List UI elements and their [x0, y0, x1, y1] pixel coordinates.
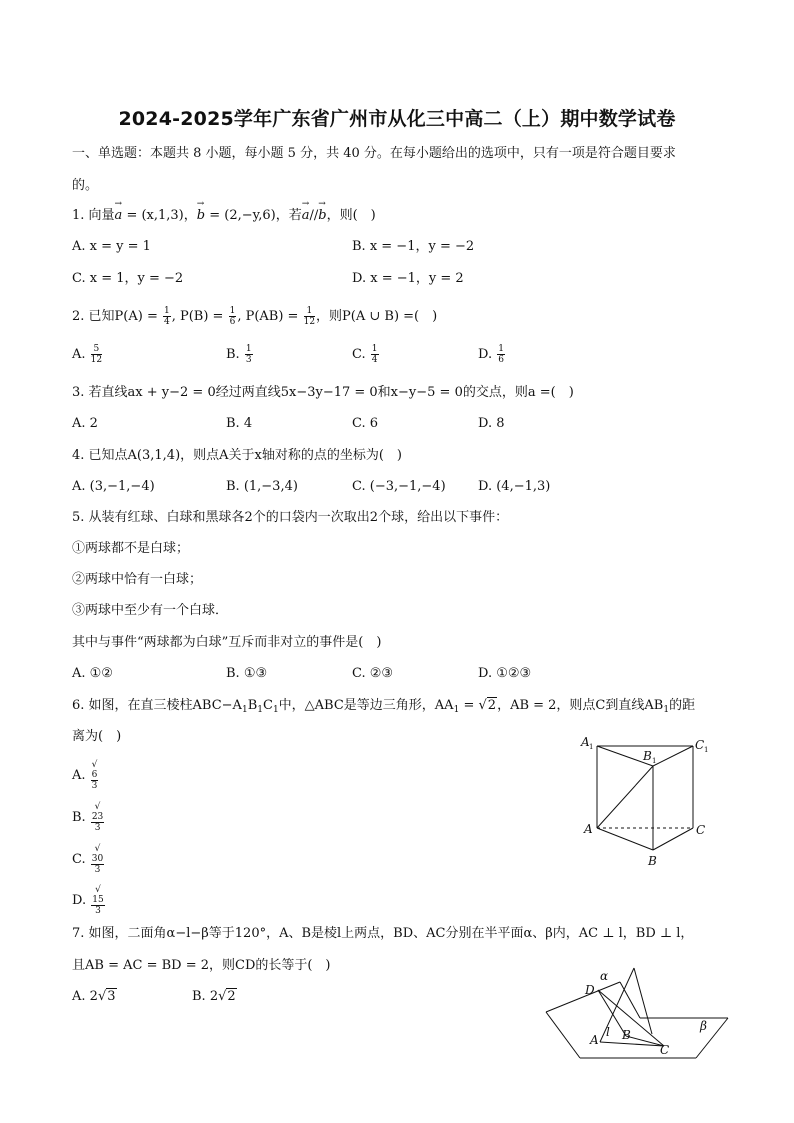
- q2-suffix: ，则P(A ∪ B) =( ): [316, 309, 438, 324]
- question-7-line1: 7. 如图，二面角α−l−β等于120°，A、B是棱l上两点，BD、AC分别在半平面α、β内，AC ⊥ l，BD ⊥ l，: [72, 926, 694, 941]
- q6-option-a[interactable]: A. √ 6 3: [72, 760, 98, 791]
- svg-text:1: 1: [704, 746, 709, 754]
- svg-text:B: B: [643, 749, 652, 763]
- page-title: 2024-2025学年广东省广州市从化三中高二（上）期中数学试卷: [118, 108, 676, 130]
- svg-text:D: D: [585, 983, 595, 997]
- q5-option-d[interactable]: D. ①②③: [478, 666, 532, 681]
- q2-option-d[interactable]: D. $\frac{1}{6}$: [478, 344, 504, 365]
- q3-option-b[interactable]: B. 4: [226, 416, 253, 431]
- q1-option-c[interactable]: C. x = 1，y = −2: [72, 271, 184, 286]
- question-5: 5. 从装有红球、白球和黑球各2个的口袋内一次取出2个球，给出以下事件：: [72, 510, 509, 525]
- q5-event-3: ③两球中至少有一个白球．: [72, 603, 229, 618]
- q1-option-a[interactable]: A. x = y = 1: [72, 239, 151, 254]
- q3-option-a[interactable]: A. 2: [72, 416, 98, 431]
- svg-text:1: 1: [589, 743, 594, 751]
- q4-option-c[interactable]: C. (−3,−1,−4): [352, 479, 446, 494]
- q5-option-a[interactable]: A. ①②: [72, 666, 113, 681]
- q1-suffix: ，则( ): [326, 208, 376, 223]
- q1-a-value: = (x,1,3)，: [122, 208, 197, 223]
- q2-option-a[interactable]: A. $\frac{5}{12}$: [72, 344, 103, 365]
- svg-text:B: B: [622, 1028, 631, 1042]
- svg-text:1: 1: [652, 757, 657, 765]
- q2-prefix: 2. 已知P(A) =: [72, 309, 158, 324]
- svg-text:B: B: [648, 854, 657, 868]
- svg-text:α: α: [600, 969, 609, 983]
- q2-option-b[interactable]: B. $\frac{1}{3}$: [226, 344, 252, 365]
- q6-option-b[interactable]: B. √ 23 3: [72, 802, 104, 833]
- q4-option-b[interactable]: B. (1,−3,4): [226, 479, 298, 494]
- svg-text:A: A: [581, 735, 590, 749]
- q5-option-c[interactable]: C. ②③: [352, 666, 394, 681]
- q4-option-a[interactable]: A. (3,−1,−4): [72, 479, 155, 494]
- svg-text:C: C: [695, 738, 705, 752]
- q7-option-a[interactable]: A. 2√3: [72, 989, 116, 1004]
- q5-event-1: ①两球都不是白球；: [72, 541, 190, 556]
- q7-dihedral-figure: [540, 960, 735, 1070]
- q2-pab: , P(AB) =: [237, 309, 299, 324]
- q5-option-b[interactable]: B. ①③: [226, 666, 268, 681]
- svg-text:l: l: [606, 1025, 610, 1039]
- q6-line2: 离为( ): [72, 729, 122, 744]
- q2-frac-pb: $\frac{1}{6}$: [229, 306, 236, 327]
- q2-option-c[interactable]: C. $\frac{1}{4}$: [352, 344, 378, 365]
- svg-text:A: A: [590, 1033, 599, 1047]
- q6-option-d[interactable]: D. √ 15 3: [72, 885, 104, 916]
- q1-option-b[interactable]: B. x = −1，y = −2: [352, 239, 475, 254]
- question-2: [72, 306, 437, 327]
- question-4: 4. 已知点A(3,1,4)，则点A关于x轴对称的点的坐标为( ): [72, 448, 403, 463]
- q1-prefix: 1. 向量: [72, 208, 115, 223]
- q2-frac-pa: $\frac{1}{4}$: [163, 306, 170, 327]
- q6-prism-figure: [575, 730, 715, 875]
- question-3: 3. 若直线ax + y−2 = 0经过两直线5x−3y−17 = 0和x−y−5 = 0的交点，则a =( ): [72, 385, 574, 400]
- q4-option-d[interactable]: D. (4,−1,3): [478, 479, 551, 494]
- question-6: 6. 如图，在直三棱柱$ABC-A_1B_1C_1$中，△ABC是等边三角形，$AA_1 = √2$，AB = 2，则点C到直线$AB_1$的距: [72, 698, 696, 715]
- q1-option-d[interactable]: D. x = −1，y = 2: [352, 271, 464, 286]
- q5-question: 其中与事件“两球都为白球”互斥而非对立的事件是( ): [72, 635, 382, 650]
- q6-option-c[interactable]: C. √ 30 3: [72, 844, 104, 875]
- svg-text:C: C: [696, 823, 706, 837]
- question-7-line2: 且AB = AC = BD = 2，则CD的长等于( ): [72, 958, 331, 973]
- q3-option-d[interactable]: D. 8: [478, 416, 505, 431]
- q1-b-value: = (2,−y,6)，若: [205, 208, 302, 223]
- q2-pb: , P(B) =: [171, 309, 224, 324]
- section-heading-line2: 的。: [72, 178, 99, 193]
- q7-option-b[interactable]: B. 2√2: [192, 989, 236, 1004]
- q3-option-c[interactable]: C. 6: [352, 416, 379, 431]
- svg-text:C: C: [660, 1043, 670, 1057]
- svg-text:A: A: [584, 822, 593, 836]
- q5-event-2: ②两球中恰有一白球；: [72, 572, 203, 587]
- q2-frac-pab: $\frac{1}{12}$: [303, 306, 316, 327]
- svg-text:β: β: [700, 1019, 707, 1033]
- question-1: 1. 向量→ a = (x,1,3)，→ b = (2,−y,6)，若→ a//→ b，则( ): [72, 208, 376, 224]
- section-heading-line1: 一、单选题：本题共 8 小题，每小题 5 分，共 40 分。在每小题给出的选项中，只有一项是符合题目要求: [72, 146, 676, 161]
